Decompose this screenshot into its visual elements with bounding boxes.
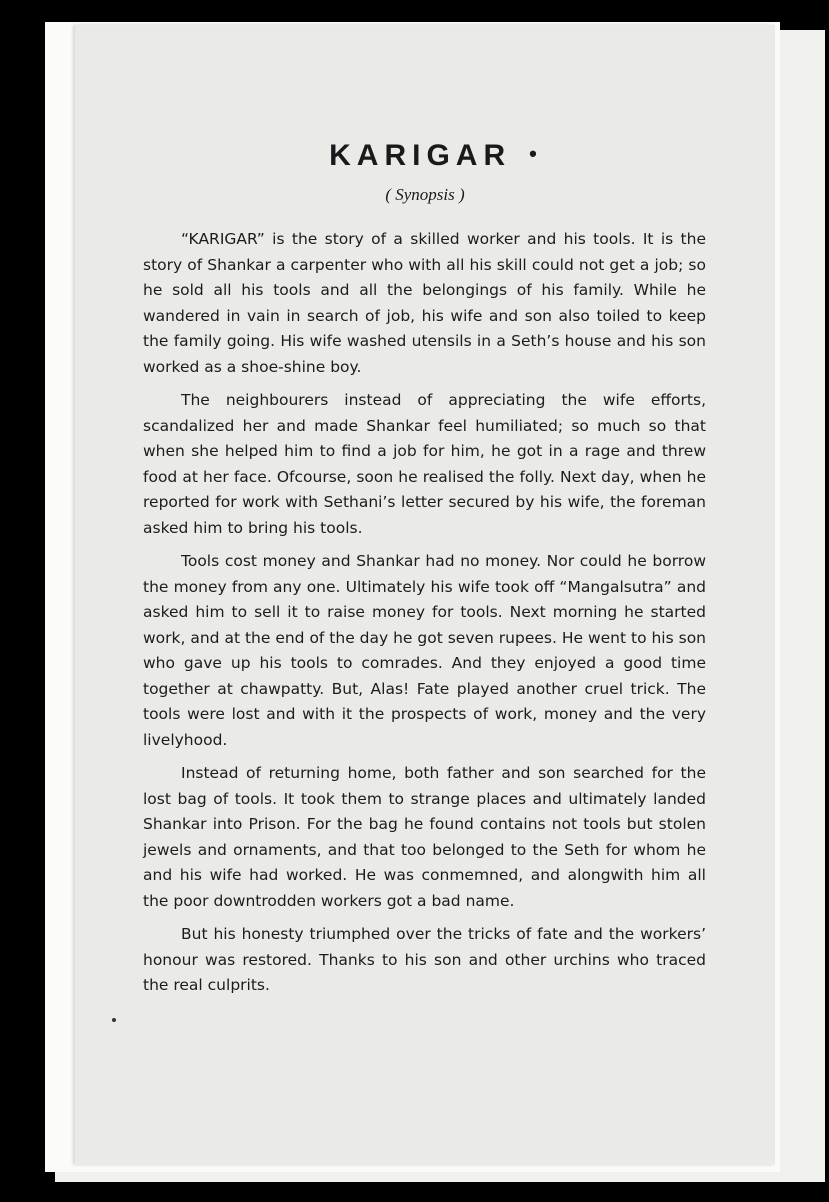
title-dot: • [529, 141, 537, 166]
synopsis-paragraph-1: “KARIGAR” is the story of a skilled worker and his tools. It is the story of Shankar a carpenter who with all his skill could not get a job; so he sold all his tools and all the belongings of his family. While he wandered in vain in search of job, his wife and son also toiled to keep the family going. His wife washed utensils in a Seth’s house and his son worked as a shoe-shine boy. [143, 230, 706, 376]
synopsis-body [143, 227, 706, 1007]
synopsis-paragraph-4: Instead of returning home, both father and son searched for the lost bag of tools. It took them to strange places and ultimately landed Shankar into Prison. For the bag he found contains not tools but stolen jewels and ornaments, and that too belonged to the Seth for whom he and his wife had worked. He was conmemned, and alongwith him all the poor downtrodden workers got a bad name. [143, 764, 706, 910]
synopsis-paragraph-3: Tools cost money and Shankar had no money. Nor could he borrow the money from any one. Ultimately his wife took off “Mangalsutra” and asked him to sell it to raise money for tools. Next morning he started work, and at the end of the day he got seven rupees. He went to his son who gave up his tools to comrades. And they enjoyed a good time together at chawpatty. But, Alas! Fate played another cruel trick. The tools were lost and with it the prospects of work, money and the very livelyhood. [143, 552, 706, 749]
document-subtitle: ( Synopsis ) [385, 185, 465, 204]
title-text: KARIGAR [329, 139, 512, 172]
synopsis-paragraph-5: But his honesty triumphed over the tricks of fate and the workers’ honour was restored. Thanks to his son and other urchins who traced the real culprits. [143, 925, 706, 994]
document-title [75, 139, 775, 173]
synopsis-paragraph-2: The neighbourers instead of appreciating the wife efforts, scandalized her and made Shankar feel humiliated; so much so that when she helped him to find a job for him, he got in a rage and threw food at her face. Ofcourse, soon he realised the folly. Next day, when he reported for work with Sethani’s letter secured by his wife, the foreman asked him to bring his tools. [143, 391, 706, 537]
paper-fleck [112, 1018, 116, 1022]
document-page [75, 25, 775, 1165]
